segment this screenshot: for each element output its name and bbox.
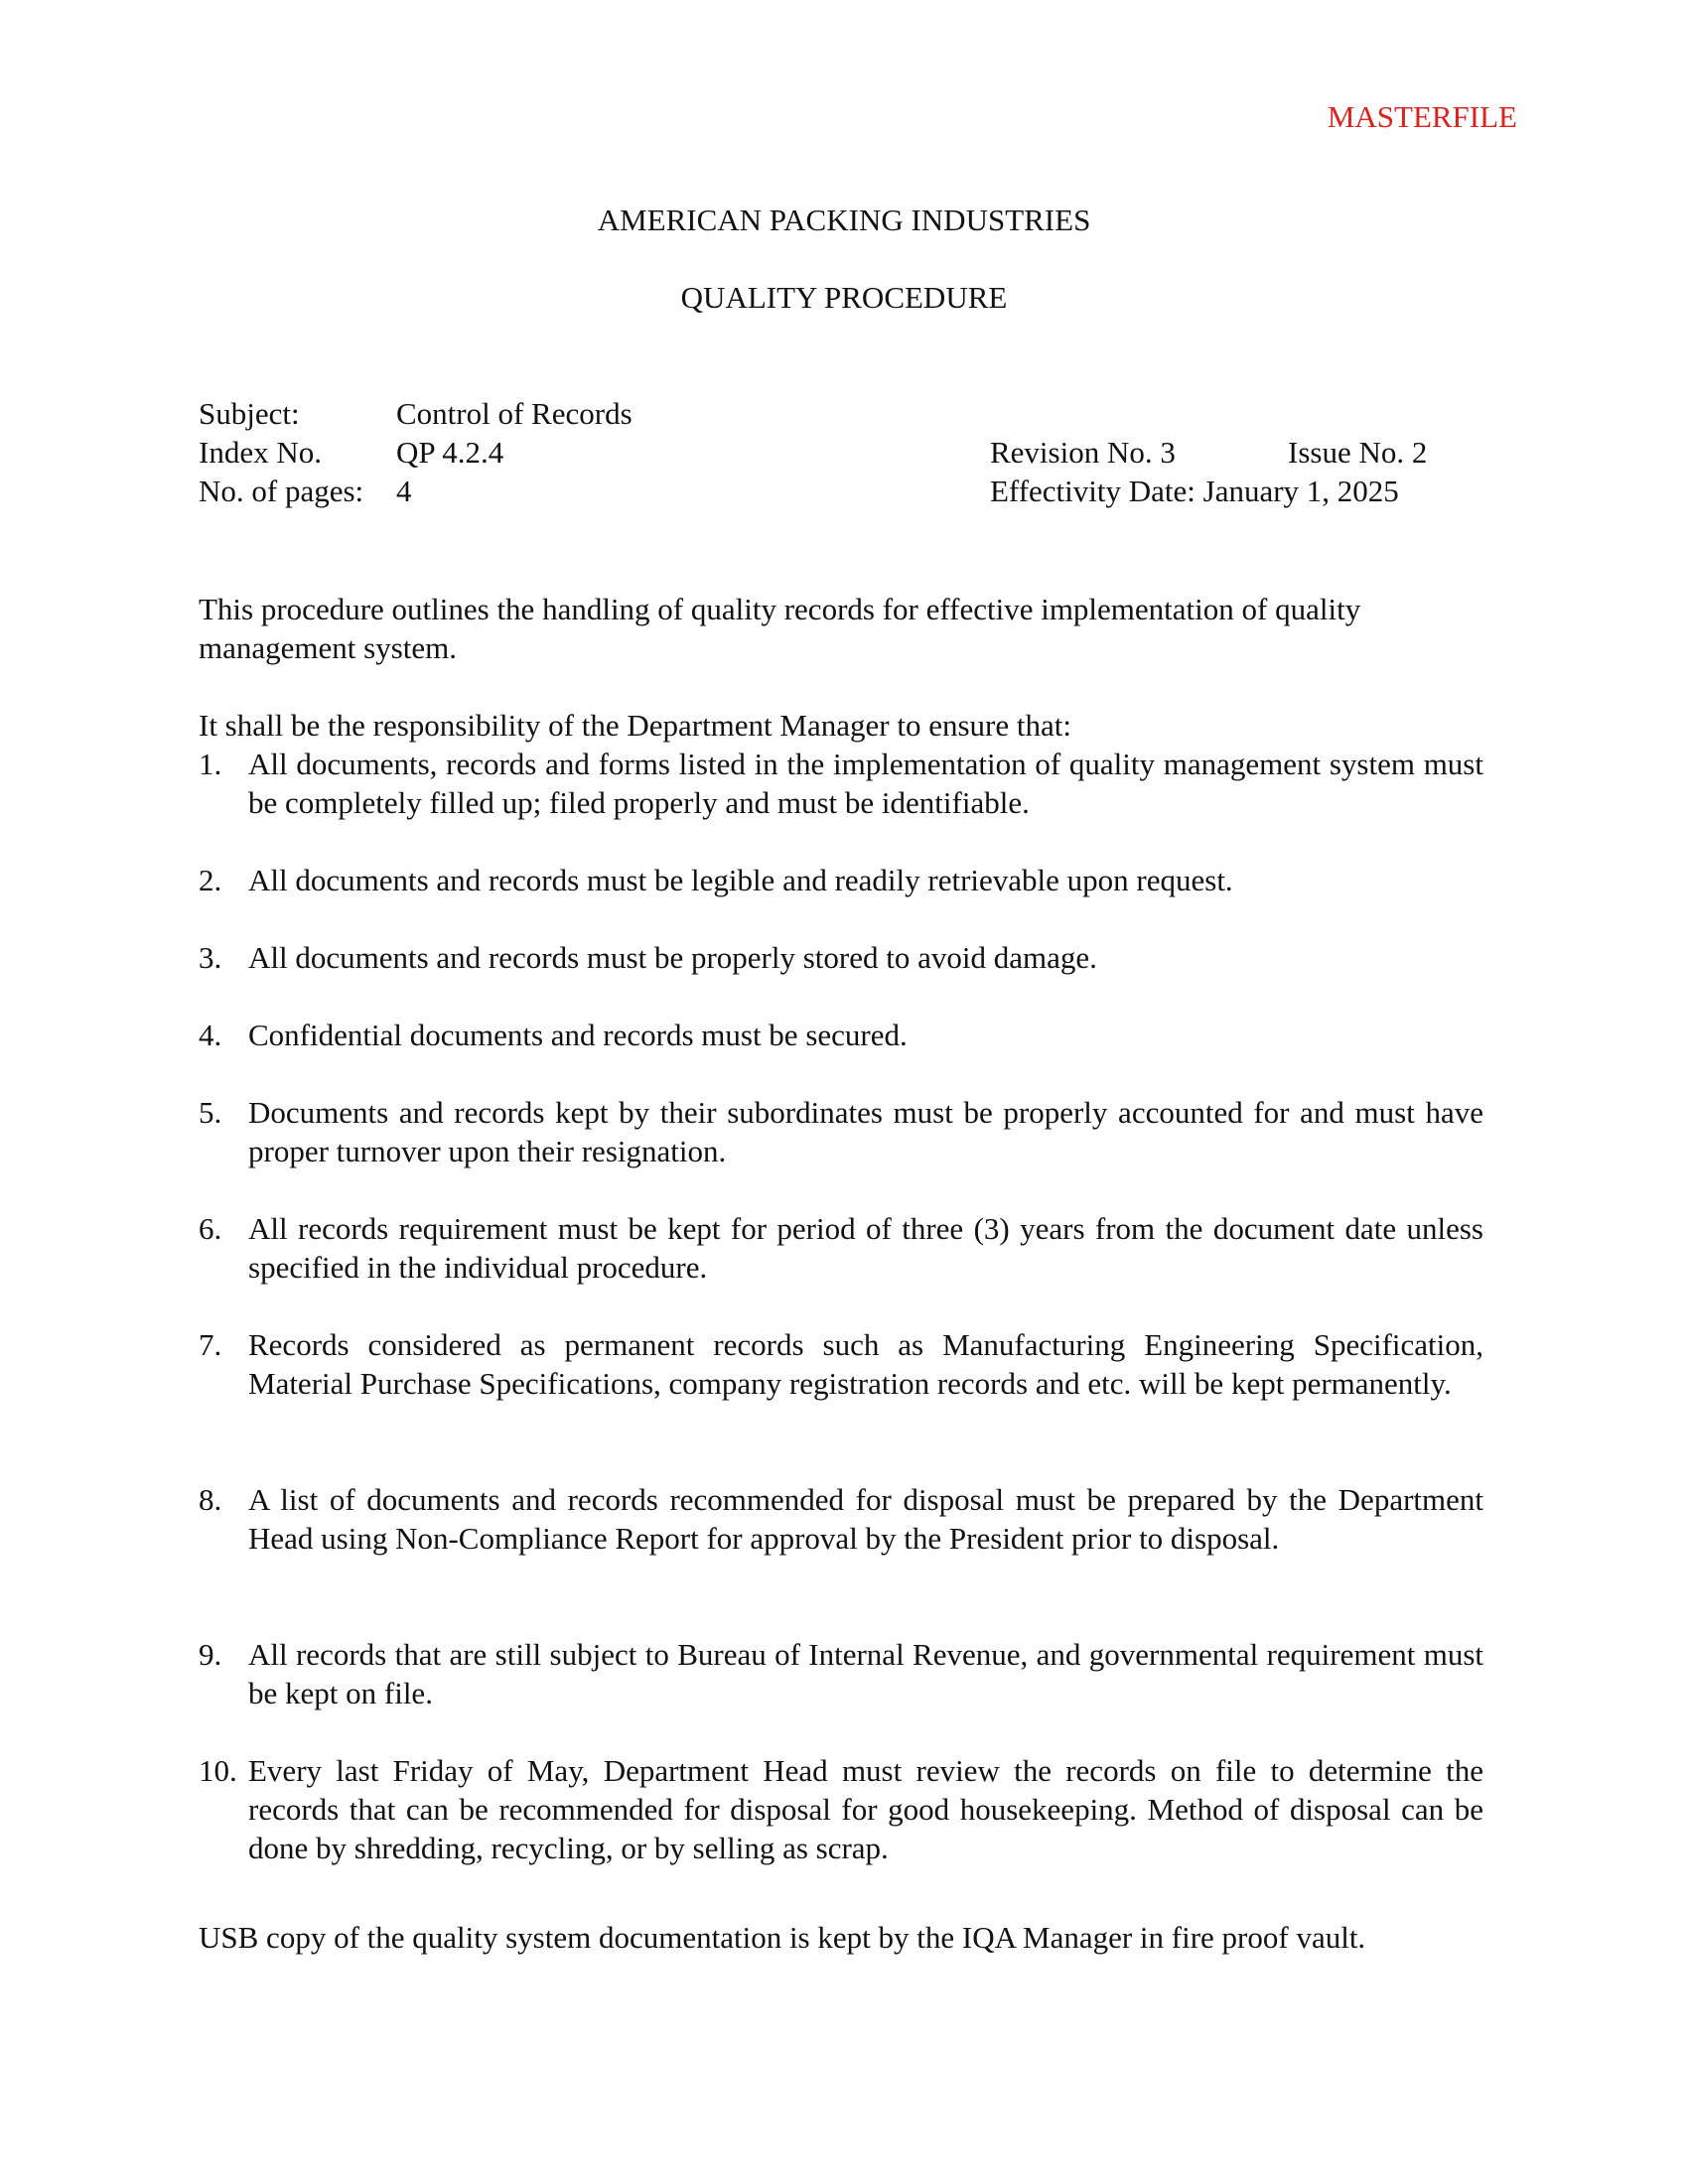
revision-info	[990, 433, 1486, 510]
document-type: QUALITY PROCEDURE	[680, 280, 1008, 315]
list-item-text: All documents and records must be legible and readily retrievable upon request.	[248, 863, 1233, 897]
effectivity-date: Effectivity Date: January 1, 2025	[990, 474, 1399, 508]
list-item	[199, 1480, 1483, 1558]
list-item-number: 9.	[199, 1637, 222, 1672]
list-item-text: Confidential documents and records must be secured.	[248, 1018, 908, 1052]
pages-label: No. of pages:	[199, 474, 364, 508]
index-value: QP 4.2.4	[396, 435, 504, 470]
effectivity-row	[990, 472, 1486, 510]
list-item-text: All documents, records and forms listed in the implementation of quality management system must be completely filled up; filed properly and must be identifiable.	[248, 747, 1483, 820]
revision-number: Revision No. 3	[990, 435, 1176, 470]
list-item	[199, 745, 1483, 822]
list-item-text: All records requirement must be kept for period of three (3) years from the document date unless specified in the individual procedure.	[248, 1211, 1483, 1285]
list-item-number: 3.	[199, 940, 222, 975]
list-item	[199, 1093, 1483, 1170]
list-item-text: Every last Friday of May, Department Head must review the records on file to determine the records that can be recommended for disposal for good housekeeping. Method of disposal can be done by shredding, recycling, or by selling as scrap.	[248, 1753, 1483, 1865]
list-item-number: 1.	[199, 747, 222, 781]
footer-note: USB copy of the quality system documentation is kept by the IQA Manager in fire proof vault.	[199, 1920, 1366, 1955]
subject-label: Subject:	[199, 396, 300, 431]
list-item-text: Documents and records kept by their subordinates must be properly accounted for and must have proper turnover upon their resignation.	[248, 1095, 1483, 1168]
list-item	[199, 861, 1483, 899]
list-item	[199, 1016, 1483, 1054]
company-name: AMERICAN PACKING INDUSTRIES	[597, 203, 1091, 237]
list-item-number: 2.	[199, 863, 222, 897]
list-item	[199, 1751, 1483, 1867]
list-item	[199, 938, 1483, 977]
index-label: Index No.	[199, 435, 322, 470]
list-item-text: All documents and records must be properly stored to avoid damage.	[248, 940, 1097, 975]
list-item-number: 6.	[199, 1211, 222, 1246]
list-item	[199, 1209, 1483, 1287]
list-item-text: All records that are still subject to Bureau of Internal Revenue, and governmental requirement must be kept on file.	[248, 1637, 1483, 1710]
index-row	[199, 433, 794, 472]
list-item-number: 4.	[199, 1018, 222, 1052]
list-item-number: 7.	[199, 1327, 222, 1362]
list-item	[199, 1635, 1483, 1712]
list-item-text: Records considered as permanent records such as Manufacturing Engineering Specification, Material Purchase Specifications, company registration records and etc. will be kept permanently.	[248, 1327, 1483, 1401]
document-meta	[199, 394, 794, 510]
issue-number: Issue No. 2	[1288, 435, 1428, 470]
pages-value: 4	[396, 474, 412, 508]
masterfile-stamp: MASTERFILE	[1327, 99, 1517, 134]
pages-row	[199, 472, 794, 510]
subject-row	[199, 394, 794, 433]
list-item-text: A list of documents and records recommended for disposal must be prepared by the Department Head using Non-Compliance Report for approval by the President prior to disposal.	[248, 1482, 1483, 1556]
list-item-number: 5.	[199, 1095, 222, 1130]
list-item	[199, 1325, 1483, 1403]
list-item-number: 10.	[199, 1753, 237, 1788]
list-item-number: 8.	[199, 1482, 222, 1517]
responsibility-statement: It shall be the responsibility of the Department Manager to ensure that:	[199, 708, 1071, 743]
revision-row	[990, 433, 1486, 472]
intro-paragraph: This procedure outlines the handling of quality records for effective implementation of quality management system.	[199, 592, 1361, 665]
subject-value: Control of Records	[396, 396, 633, 431]
